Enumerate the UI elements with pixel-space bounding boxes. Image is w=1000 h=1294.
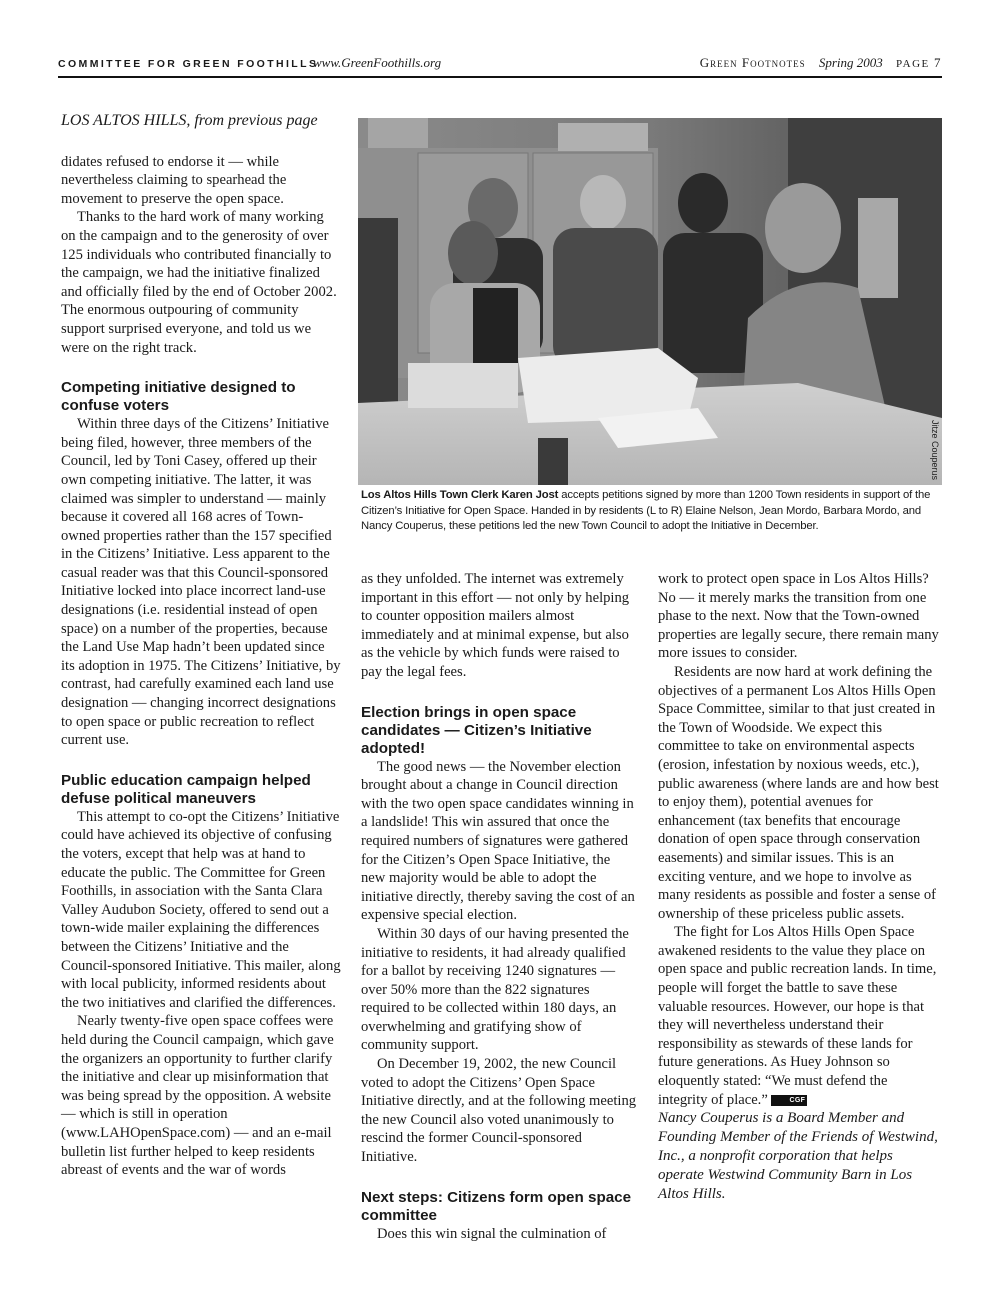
organization-name: COMMITTEE FOR GREEN FOOTHILLS xyxy=(58,58,319,70)
continued-from-label[interactable]: LOS ALTOS HILLS, from previous page xyxy=(61,112,318,129)
photo-caption xyxy=(361,488,946,535)
photo-illustration xyxy=(358,118,942,485)
issue-season: Spring 2003 xyxy=(818,55,883,70)
website-link[interactable]: www.GreenFoothills.org xyxy=(313,55,442,70)
paragraph-text: The fight for Los Altos Hills Open Space awakened residents to the value they place on open space and public recreation lands. In time, people will forget the battle to save these valuable resources. However, our hope is that they will nevertheless understand their responsibility as stewards of these lands for future generations. As Huey Johnson so eloquently stated: “We must defend the integrity of place.” xyxy=(658,924,937,1108)
caption-lead: Los Altos Hills Town Clerk Karen Jost xyxy=(361,489,559,501)
section-heading: Next steps: Citizens form open space committee xyxy=(361,1188,632,1224)
article-column-1 xyxy=(61,112,341,1180)
paragraph: didates refused to endorse it — while nevertheless claiming to spearhead the movement to preserve the open space. xyxy=(61,153,287,207)
paragraph xyxy=(658,923,940,1109)
paragraph: Within 30 days of our having presented the initiative to residents, it had already qualified for a ballot by receiving 1240 signatures — over 50% more than the 822 signatures required to be collected within 180 days, an overwhelming and gratifying show of community support. xyxy=(361,925,629,1054)
paragraph: The good news — the November election brought about a change in Council direction with the two open space candidates winning in a landslide! This win assured that once the required numbers of signatures were gathered for the Citizen’s Open Space Initiative, the new majority would be able to adopt the initiative directly, thereby saving the cost of an expensive special election. xyxy=(361,758,635,924)
article-column-2 xyxy=(361,570,637,1243)
news-photo xyxy=(358,118,942,485)
section-heading: Competing initiative designed to confuse voters xyxy=(61,379,296,415)
page-label-text: PAGE xyxy=(896,58,930,70)
paragraph: Residents are now hard at work defining the objectives of a permanent Los Altos Hills Open Space Committee, similar to that just created in the Town of Woodside. We expect this committee to take on environmental aspects (erosion, infestation by noxious weeds, etc.), public awareness (where lands are and how best to enjoy them), potential avenues for enhancement (tax benefits that encourage donation of open space through conservation easements) and similar issues. This is an exciting venture, and we hope to involve as many residents as possible and foster a sense of ownership of these priceless public assets. xyxy=(658,663,939,922)
page-label xyxy=(896,55,942,70)
issue-info xyxy=(700,55,942,71)
paragraph: as they unfolded. The internet was extremely important in this effort — not only by helping to counter opposition mailers almost immediately and at minimal expense, but also as the vehicle by which funds were raised to pay the legal fees. xyxy=(361,571,630,680)
cgf-end-mark-icon: CGF xyxy=(771,1095,807,1106)
paragraph: Within three days of the Citizens’ Initiative being filed, however, three members of the Council, led by Toni Casey, offered up their own competing initiative. The latter, it was claimed was simpler to understand — mainly because it covered all 168 acres of Town-owned properties rather than the 157 specified in the Citizens’ Initiative. Less apparent to the casual reader was that this Council-sponsored Initiative locked into place incorrect land-use designations (i.e. residential instead of open space) on a number of the properties, because the Land Use Map hadn’t been updated since its adoption in 1975. The Citizens’ Initiative, by contrast, had carefully examined each land use designation — changing incorrect designations to open space or public recreation to reflect current use. xyxy=(61,416,341,749)
paragraph: Thanks to the hard work of many working on the campaign and to the generosity of over 125 individuals who contributed financially to the campaign, we had the initiative finalized and officially filed by the end of October 2002. The enormous outpouring of community support surprised everyone, and told us we were on the right track. xyxy=(61,209,337,356)
page-number: 7 xyxy=(934,55,942,70)
paragraph: This attempt to co-opt the Citizens’ Initiative could have achieved its objective of confusing the voters, except that help was at hand to educate the public. The Committee for Green Foothills, in association with the Santa Clara Valley Audubon Society, offered to send out a town-wide mailer explaining the differences between the Citizens’ Initiative and the Council-sponsored Initiative. This mailer, along with local publicity, informed residents about the two initiatives and clarified the differences. xyxy=(61,808,341,1011)
caption-text: accepts petitions signed by more than 1200 Town residents in support of the Citizen’s Initiative for Open Space. Handed in by residents (L to R) Elaine Nelson, Jean Mordo, Barbara Mordo, and Nancy Couperus, these petitions led the new Town Council to adopt the Initiative in December. xyxy=(361,489,931,533)
paragraph: Does this win signal the culmination of xyxy=(377,1225,607,1242)
author-byline: Nancy Couperus is a Board Member and Founding Member of the Friends of Westwind, Inc., a nonprofit corporation that helps operate Westwind Community Barn in Los Altos Hills. xyxy=(658,1110,938,1203)
photo-credit-text: Jitze Couperus xyxy=(930,420,940,481)
running-header xyxy=(58,52,942,78)
publication-title: Green Footnotes xyxy=(699,55,806,70)
section-heading: Election brings in open space candidates — Citizen’s Initiative adopted! xyxy=(361,703,592,757)
paragraph: On December 19, 2002, the new Council voted to adopt the Citizens’ Open Space Initiative directly, and at the following meeting the new Council also voted unanimously to rescind the former Council-sponsored Initiative. xyxy=(361,1056,637,1166)
photo-credit xyxy=(930,420,944,488)
article-column-3 xyxy=(658,570,940,1204)
section-heading: Public education campaign helped defuse political maneuvers xyxy=(61,771,311,807)
paragraph: work to protect open space in Los Altos Hills? No — it merely marks the transition from one phase to the next. Now that the Town-owned properties are legally secure, there remain many more issues to consider. xyxy=(658,571,939,662)
paragraph: Nearly twenty-five open space coffees were held during the Council campaign, which gave the organizers an opportunity to further clarify the initiative and clear up misinformation that was being spread by the opposition. A website — which is still in operation (www.LAHOpenSpace.com) — and an e-mail bulletin list further helped to keep residents abreast of events and the war of words xyxy=(61,1013,334,1179)
